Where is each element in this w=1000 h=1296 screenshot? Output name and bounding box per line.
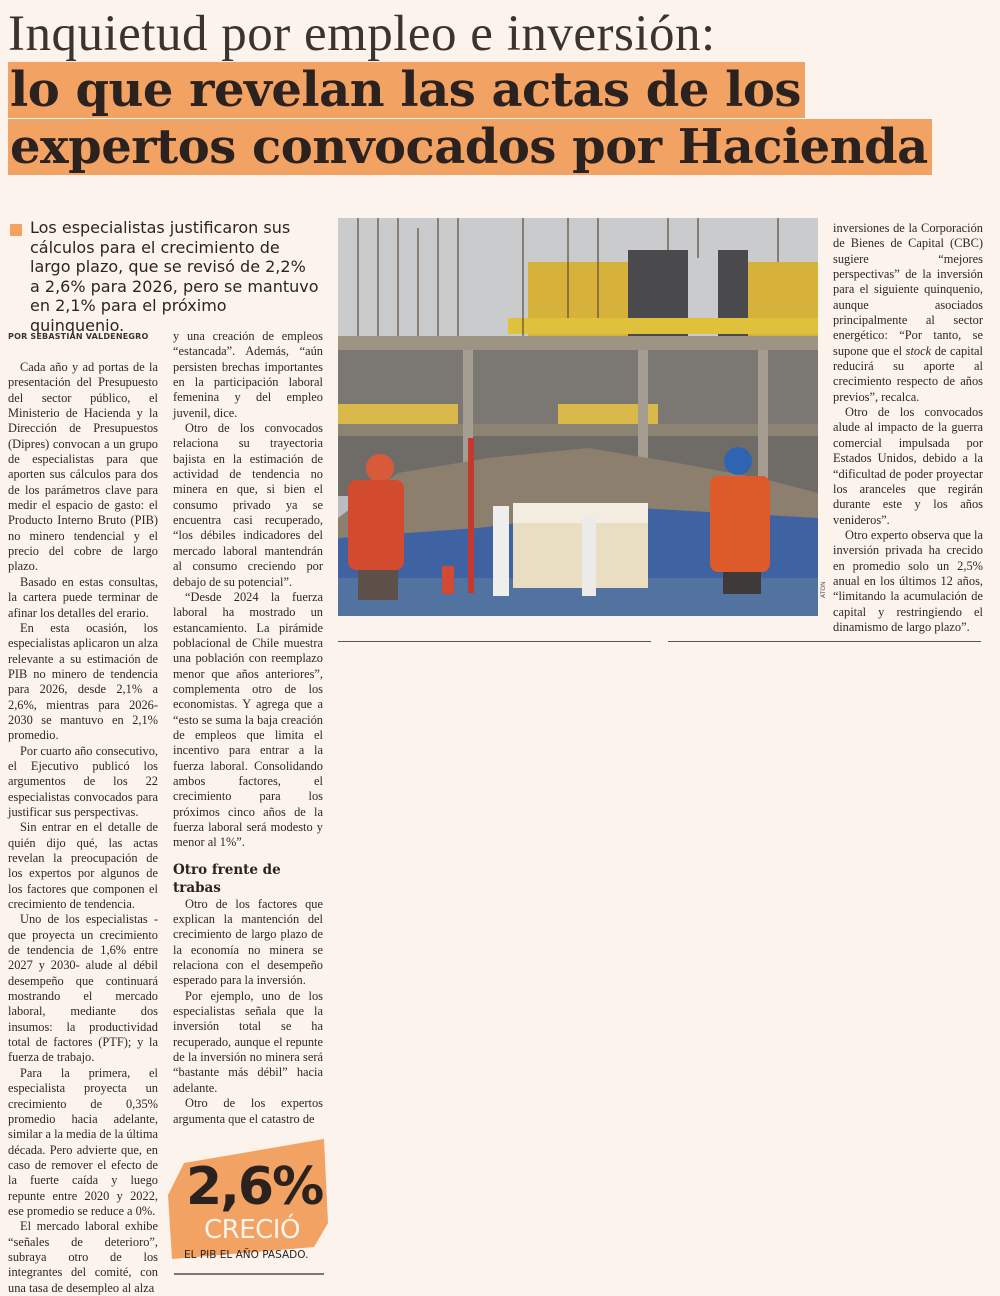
headline-block [8,6,998,176]
stat-callout [166,1135,331,1275]
paragraph: Otro de los expertos argumenta que el catastro de [173,1096,323,1126]
column-rule [338,641,651,642]
article-column-3 [833,221,983,635]
paragraph: Cada año y ad portas de la presentación del Presupuesto del sector público, el Ministerio de Hacienda y la Dirección de Presupuestos (Dipres) convocan a un grupo de especialistas para que aporten sus cálculos para dos de los parámetros clave para medir el espacio de gasto: el Producto Interno Bruto (PIB) no minero tendencial y el precio del cobre de largo plazo. [8,360,158,574]
headline-kicker: Inquietud por empleo e inversión: [8,6,716,62]
paragraph: Otro de los convocados alude al impacto de la guerra comercial impulsada por Estados Unidos, debido a la “dificultad de poder proyectar los aranceles que regirán durante este y los años venideros”. [833,405,983,527]
paragraph: En esta ocasión, los especialistas aplicaron un alza relevante a su estimación de PIB no minero de tendencia para 2026, desde 2,1% a 2,6%, mientras para 2026-2030 se mantuvo en 2,1% promedio. [8,620,158,743]
paragraph: Por cuarto año consecutivo, el Ejecutivo publicó los argumentos de los 22 especialistas convocados para justificar sus perspectivas. [8,743,158,819]
photo-credit: ATON [820,581,827,598]
paragraph: El mercado laboral exhibe “señales de deterioro”, subraya otro de los integrantes del comité, con una tasa de desempleo al alza [8,1219,158,1295]
headline-line-2: expertos convocados por Hacienda [8,119,932,175]
paragraph: Otro de los convocados relaciona su trayectoria bajista en la estimación de actividad de tendencia no minera en que, si bien el consumo privado ya se encuentra casi recuperado, “los débiles indicadores del mercado laboral mantendrán al consumo creciendo por debajo de su potencial”. [173,421,323,589]
paragraph: Por ejemplo, uno de los especialistas señala que la inversión total se ha recuperado, aunque el repunte de la inversión no minera será “bastante más débil” hacia adelante. [173,988,323,1095]
paragraph-text: de capital reducirá su aporte al crecimiento respecto de años previos”, recalca. [833,343,983,404]
paragraph-text: inversiones de la Corporación de Bienes de Capital (CBC) sugiere “mejores perspectivas” de la inversión para el siguiente quinquenio, aunque asociados principalmente al sector energético: “Por tanto, se supone que el [833,221,983,358]
paragraph [833,221,983,405]
emphasis-text: stock [905,343,932,358]
construction-site-photo [338,218,818,616]
paragraph: y una creación de empleos “estancada”. Además, “aún persisten brechas importantes en la participación laboral femenina y del empleo juvenil, dice. [173,329,323,420]
paragraph: Otro experto observa que la inversión privada ha crecido en promedio solo un 2,5% anual en los últimos 12 años, “limitando la acumulación de capital y restringiendo el dinamismo de largo plazo”. [833,527,983,634]
section-subhead: Otro frente de trabas [173,861,281,896]
paragraph: “Desde 2024 la fuerza laboral ha mostrado un estancamiento. La pirámide poblacional de Chile muestra una población con reemplazo menor que años anteriores”, complementa otro de los economistas. Y agrega que a “esto se suma la baja creación de empleos que limita el incentivo para entrar a la fuerza laboral. Consolidando ambos factores, el crecimiento para los próximos cinco años de la fuerza laboral será modesto y menor al 1%”. [173,589,323,850]
bullet-square-icon [10,224,22,236]
paragraph: Otro de los factores que explican la mantención del crecimiento de largo plazo de la economía no minera se relaciona con el desempeño esperado para la inversión. [173,896,323,988]
paragraph: Basado en estas consultas, la cartera puede terminar de afinar los detalles del erario. [8,574,158,620]
article-column-1 [8,360,158,1296]
stat-caption: EL PIB EL AÑO PASADO. [184,1249,309,1261]
paragraph: Para la primera, el especialista proyecta un crecimiento de 0,35% promedio hacia adelante, similar a la media de la última década. Pero advierte que, en caso de remover el efecto de la fuerte caída y luego repunte entre 2020 y 2022, ese promedio se reduce a 0%. [8,1065,159,1218]
headline-line-1: lo que revelan las actas de los [8,62,805,118]
stat-number: 2,6% [186,1157,323,1217]
deck-text: Los especialistas justificaron sus cálculos para el crecimiento de largo plazo, que se revisó de 2,2% a 2,6% para 2026, pero se mantuvo en 2,1% para el próximo quinquenio. [30,218,319,335]
paragraph: Uno de los especialistas -que proyecta un crecimiento de tendencia de 1,6% entre 2027 y 2030- alude al débil desempeño que continuará mostrando el mercado laboral, mediante dos insumos: la productividad total de factores (PTF); y la fuerza de trabajo. [8,912,158,1065]
byline: POR SEBASTIÁN VALDENEGRO [8,332,149,341]
column-rule [668,641,981,642]
stat-word: CRECIÓ [204,1215,300,1245]
article-column-2 [173,329,323,1127]
paragraph: Sin entrar en el detalle de quién dijo qué, las actas revelan la preocupación de los expertos por algunos de los factores que componen el crecimiento de tendencia. [8,820,158,912]
deck-summary [10,218,320,335]
